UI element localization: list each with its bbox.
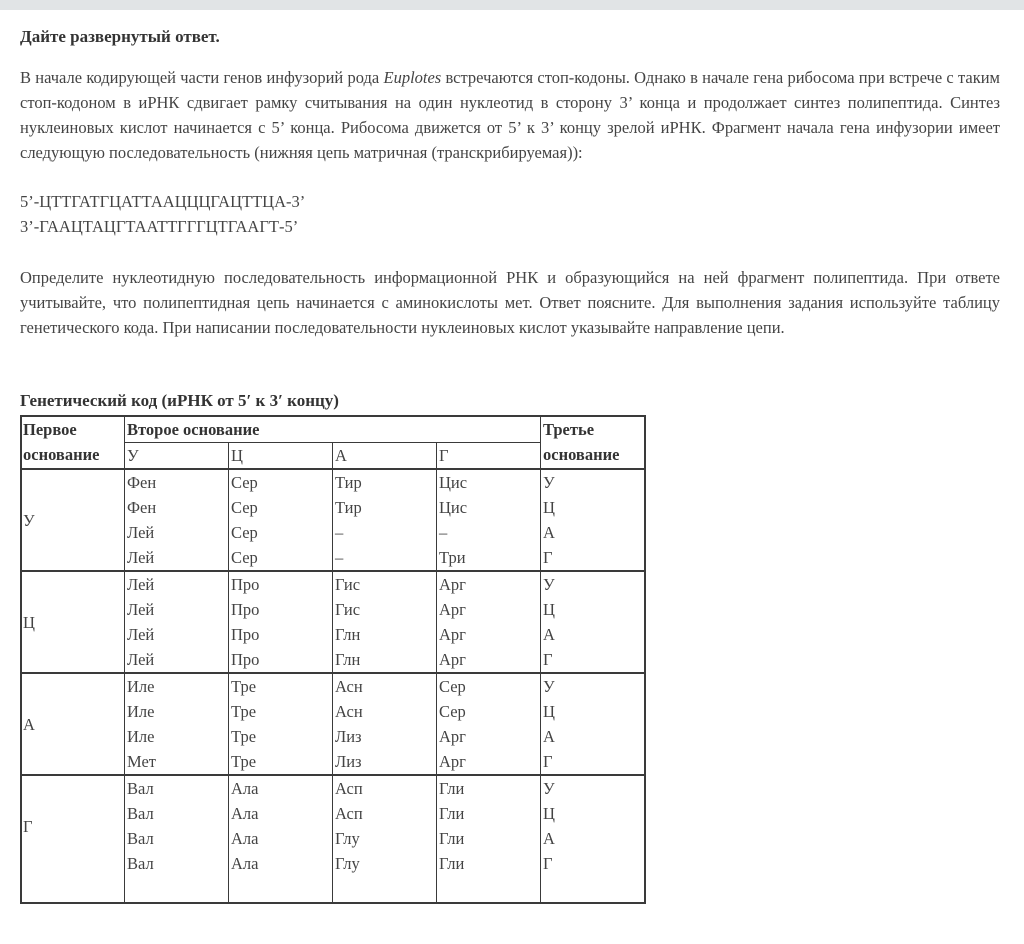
first-base-header-line2: основание	[23, 445, 100, 464]
task-paragraph-2: Определите нуклеотидную последовательность информационной РНК и образующийся на ней фрагмент полипептида. При ответе учитывайте, что полипептидная цепь начинается с аминокислоты мет. Ответ поясните. Для выполнения задания используйте таблицу генетического кода. При написании последовательности нуклеиновых кислот указывайте направление цепи.	[20, 268, 1000, 337]
second-base-g: Г	[439, 446, 449, 465]
third-base-label: Г	[543, 650, 553, 669]
task-heading: Дайте развернутый ответ.	[20, 27, 220, 46]
amino-acid-cell: Сер	[439, 702, 466, 721]
table-border-left	[20, 415, 22, 904]
amino-acid-cell: Гли	[439, 779, 465, 798]
top-bar	[0, 0, 1024, 10]
amino-acid-cell: Мет	[127, 752, 156, 771]
amino-acid-cell: Лей	[127, 625, 155, 644]
second-base-u: У	[127, 446, 139, 465]
amino-acid-cell: Иле	[127, 677, 155, 696]
amino-acid-cell: Арг	[439, 727, 466, 746]
amino-acid-cell: Вал	[127, 854, 154, 873]
amino-acid-cell: Про	[231, 625, 260, 644]
dna-bottom-strand: 3’-ГААЦТАЦГТААТТГГГЦТГААГТ-5’	[20, 217, 299, 236]
table-border-right	[644, 415, 646, 904]
amino-acid-cell: Вал	[127, 829, 154, 848]
third-base-label: Г	[543, 548, 553, 567]
third-base-label: У	[543, 575, 555, 594]
amino-acid-cell: Гис	[335, 575, 361, 594]
amino-acid-cell: Три	[439, 548, 466, 567]
amino-acid-cell: Глн	[335, 650, 361, 669]
amino-acid-cell: Про	[231, 575, 260, 594]
task-paragraph-1	[20, 65, 1000, 165]
amino-acid-cell: Сер	[231, 548, 258, 567]
amino-acid-cell: –	[335, 548, 344, 567]
amino-acid-cell: Тир	[335, 473, 362, 492]
third-base-label: А	[543, 727, 555, 746]
amino-acid-cell: Арг	[439, 625, 466, 644]
amino-acid-cell: Арг	[439, 650, 466, 669]
amino-acid-cell: Арг	[439, 575, 466, 594]
genetic-code-table	[20, 415, 646, 904]
table-border-bottom	[20, 902, 646, 904]
third-base-header-line2: основание	[543, 445, 620, 464]
amino-acid-cell: Тре	[231, 702, 257, 721]
amino-acid-cell: Сер	[231, 473, 258, 492]
third-base-label: Ц	[543, 702, 555, 721]
amino-acid-cell: Фен	[127, 498, 157, 517]
third-base-label: Г	[543, 752, 553, 771]
amino-acid-cell: Тре	[231, 727, 257, 746]
amino-acid-cell: Про	[231, 650, 260, 669]
dna-top-strand: 5’-ЦТТГАТГЦАТТААЦЦЦГАЦТТЦА-3’	[20, 192, 306, 211]
amino-acid-cell: Гис	[335, 600, 361, 619]
third-base-label: Ц	[543, 804, 555, 823]
first-base-label: А	[23, 715, 35, 734]
second-base-a: А	[335, 446, 347, 465]
amino-acid-cell: Гли	[439, 854, 465, 873]
amino-acid-cell: Лей	[127, 548, 155, 567]
amino-acid-cell: Асп	[335, 804, 363, 823]
amino-acid-cell: Гли	[439, 829, 465, 848]
paragraph-1-start: В начале кодирующей части генов инфузорий рода	[20, 68, 384, 87]
amino-acid-cell: Лей	[127, 575, 155, 594]
amino-acid-cell: Ала	[231, 854, 259, 873]
third-base-label: У	[543, 677, 555, 696]
amino-acid-cell: Вал	[127, 804, 154, 823]
amino-acid-cell: Асн	[335, 677, 363, 696]
amino-acid-cell: Лиз	[335, 727, 362, 746]
amino-acid-cell: Глу	[335, 854, 360, 873]
third-base-label: Г	[543, 854, 553, 873]
amino-acid-cell: Фен	[127, 473, 157, 492]
amino-acid-cell: Сер	[231, 523, 258, 542]
amino-acid-cell: Гли	[439, 804, 465, 823]
third-base-label: У	[543, 779, 555, 798]
third-base-label: А	[543, 523, 555, 542]
table-border-top	[20, 415, 646, 417]
paragraph-1-end: встречаются стоп-кодоны. Однако в начале гена рибосома при встрече с таким стоп-кодоном в иРНК сдвигает рамку считывания на один нуклеотид в сторону 3’ конца и продолжает синтез полипептида. Синтез нуклеиновых кислот начинается с 5’ конца. Рибосома движется от 5’ к 3’ концу зрелой иРНК. Фрагмент начала гена инфузории имеет следующую последовательность (нижняя цепь матричная (транскрибируемая)):	[20, 68, 1001, 162]
amino-acid-cell: Иле	[127, 727, 155, 746]
first-base-label: У	[23, 511, 35, 530]
amino-acid-cell: Ала	[231, 804, 259, 823]
amino-acid-cell: Асн	[335, 702, 363, 721]
amino-acid-cell: Асп	[335, 779, 363, 798]
amino-acid-cell: Глн	[335, 625, 361, 644]
amino-acid-cell: Сер	[439, 677, 466, 696]
column-divider	[540, 415, 541, 904]
first-base-header-line1: Первое	[23, 420, 77, 439]
third-base-header-line1: Третье	[543, 420, 595, 439]
amino-acid-cell: Лей	[127, 650, 155, 669]
column-divider	[124, 415, 125, 904]
amino-acid-cell: Тир	[335, 498, 362, 517]
third-base-label: Ц	[543, 498, 555, 517]
amino-acid-cell: Сер	[231, 498, 258, 517]
amino-acid-cell: Иле	[127, 702, 155, 721]
genetic-code-table-title: Генетический код (иРНК от 5′ к 3′ концу)	[20, 391, 339, 410]
third-base-label: А	[543, 829, 555, 848]
amino-acid-cell: Глу	[335, 829, 360, 848]
amino-acid-cell: –	[439, 523, 448, 542]
first-base-label: Г	[23, 817, 33, 836]
amino-acid-cell: Тре	[231, 677, 257, 696]
amino-acid-cell: Лей	[127, 523, 155, 542]
amino-acid-cell: Арг	[439, 600, 466, 619]
amino-acid-cell: Вал	[127, 779, 154, 798]
amino-acid-cell: Лиз	[335, 752, 362, 771]
genus-name: Euplotes	[383, 68, 442, 87]
third-base-label: Ц	[543, 600, 555, 619]
amino-acid-cell: Цис	[439, 498, 468, 517]
amino-acid-cell: Арг	[439, 752, 466, 771]
third-base-label: У	[543, 473, 555, 492]
amino-acid-cell: Ала	[231, 829, 259, 848]
amino-acid-cell: Цис	[439, 473, 468, 492]
second-base-c: Ц	[231, 446, 243, 465]
amino-acid-cell: Ала	[231, 779, 259, 798]
first-base-label: Ц	[23, 613, 35, 632]
amino-acid-cell: –	[335, 523, 344, 542]
amino-acid-cell: Тре	[231, 752, 257, 771]
third-base-label: А	[543, 625, 555, 644]
second-base-header: Второе основание	[127, 420, 260, 439]
amino-acid-cell: Про	[231, 600, 260, 619]
amino-acid-cell: Лей	[127, 600, 155, 619]
